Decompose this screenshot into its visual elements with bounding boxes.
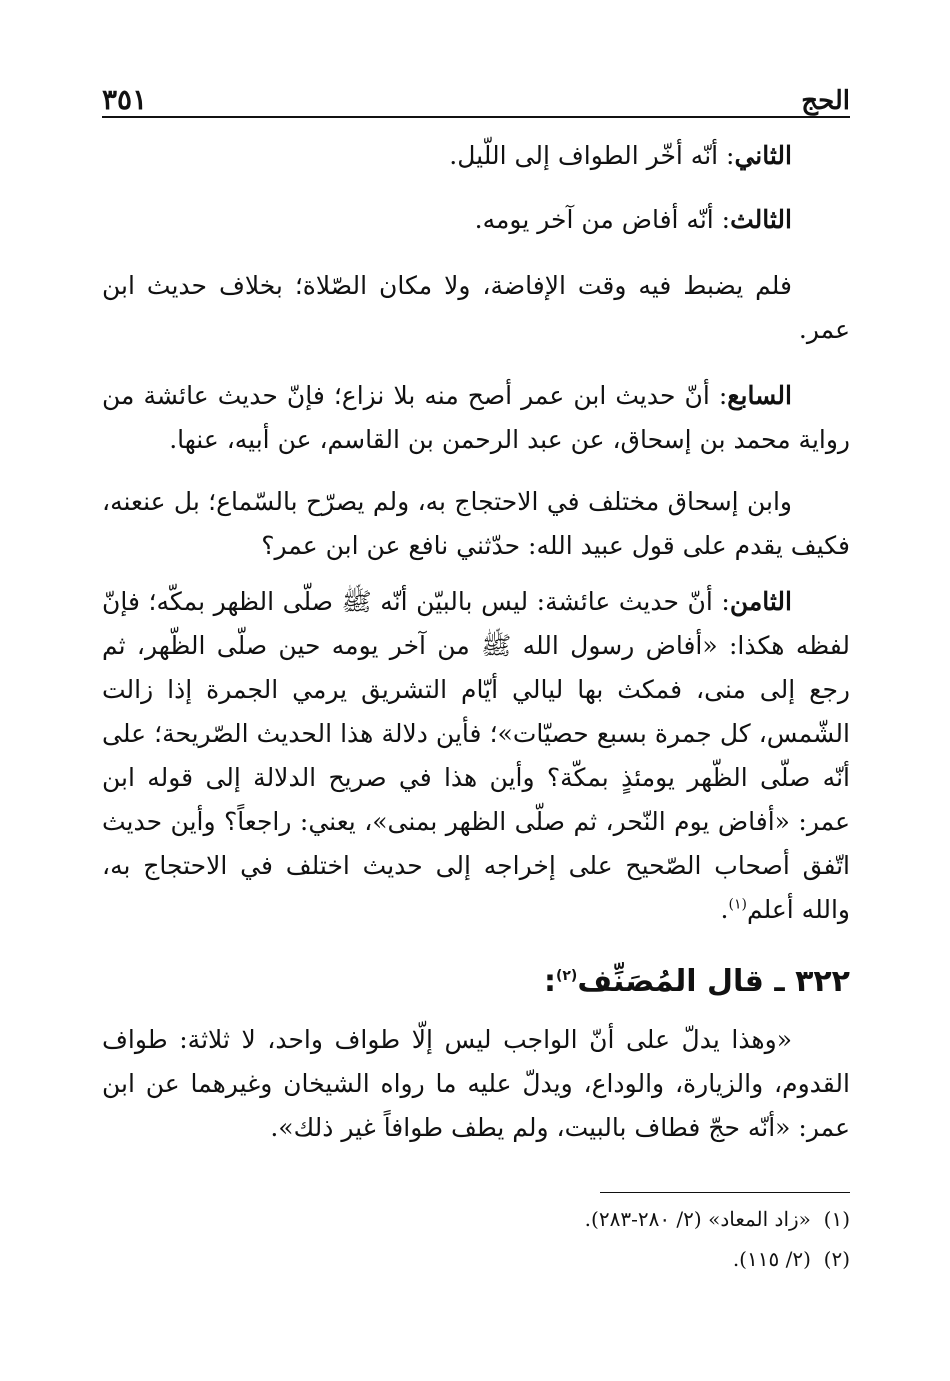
point-label: السابع bbox=[727, 381, 792, 410]
point-text: : أنّه أفاض من آخر يومه. bbox=[474, 205, 731, 234]
paragraph-third-point bbox=[102, 198, 850, 242]
section-heading bbox=[102, 960, 850, 1004]
paragraph-eighth-point bbox=[102, 580, 850, 932]
paragraph-ibn-ishaq: وابن إسحاق مختلف في الاحتجاج به، ولم يصرّح بالسّماع؛ بل عنعنه، فكيف يقدم على قول عبيد الله: حدّثني نافع عن ابن عمر؟ bbox=[102, 487, 850, 560]
footnote bbox=[102, 1199, 850, 1239]
sentence-end: . bbox=[720, 895, 729, 924]
footnote-number: (١) bbox=[823, 1207, 850, 1231]
paragraph-conclusion: فلم يضبط فيه وقت الإفاضة، ولا مكان الصّلاة؛ بخلاف حديث ابن عمر. bbox=[102, 271, 850, 344]
chapter-title: الحج bbox=[801, 86, 850, 116]
page-number: ٣٥١ bbox=[102, 83, 148, 116]
book-page bbox=[102, 70, 850, 1279]
section-heading-text: ٣٢٢ ـ قال المُصَنِّف bbox=[577, 964, 850, 999]
point-text: : أنّ حديث ابن عمر أصح منه بلا نزاع؛ فإنّ حديث عائشة من رواية محمد بن إسحاق، عن عبد الرحمن بن القاسم، عن أبيه، عنها. bbox=[102, 381, 850, 454]
point-label: الثاني bbox=[734, 141, 792, 170]
footnote-marker: (٢) bbox=[555, 968, 578, 984]
paragraph-seventh-point bbox=[102, 374, 850, 462]
footnote bbox=[102, 1239, 850, 1279]
heading-colon: : bbox=[543, 964, 556, 999]
footnote-text: «زاد المعاد» (٢/ ٢٨٠-٢٨٣). bbox=[584, 1207, 811, 1231]
point-label: الثامن bbox=[729, 587, 792, 616]
point-text: : أنّه أخّر الطواف إلى اللّيل. bbox=[449, 141, 735, 170]
page-header bbox=[102, 70, 850, 118]
footnote-number: (٢) bbox=[823, 1247, 850, 1271]
footnote-marker: (١) bbox=[728, 896, 747, 913]
paragraph-second-point bbox=[102, 134, 850, 178]
point-label: الثالث bbox=[730, 205, 792, 234]
section-body: «وهذا يدلّ على أنّ الواجب ليس إلّا طواف واحد، لا ثلاثة: طواف القدوم، والزيارة، والوداع، ويدلّ عليه ما رواه الشيخان وغيرهما عن ابن عمر: «أنّه حجّ فطاف بالبيت، ولم يطف طوافاً غير ذلك». bbox=[102, 1025, 850, 1142]
footnote-separator bbox=[600, 1192, 850, 1193]
point-text: : أنّ حديث عائشة: ليس بالبيّن أنّه ﷺ صلّى الظهر بمكّه؛ فإنّ لفظه هكذا: «أفاض رسول الله ﷺ من آخر يومه حين صلّى الظّهر، ثم رجع إلى منى، فمكث بها ليالي أيّام التشريق يرمي الجمرة إذا زالت الشّمس، كل جمرة بسبع حصيّات»؛ فأين دلالة هذا الحديث الصّريحة؛ على أنّه صلّى الظّهر يومئذٍ بمكّة؟ وأين هذا في صريح الدلالة إلى قوله ابن عمر: «أفاض يوم النّحر، ثم صلّى الظهر بمنى»، يعني: راجعاً؟ وأين حديث اتّفق أصحاب الصّحيح على إخراجه إلى حديث اختلف في الاحتجاج به، والله أعلم bbox=[102, 587, 850, 924]
footnote-text: (٢/ ١١٥). bbox=[732, 1247, 811, 1271]
